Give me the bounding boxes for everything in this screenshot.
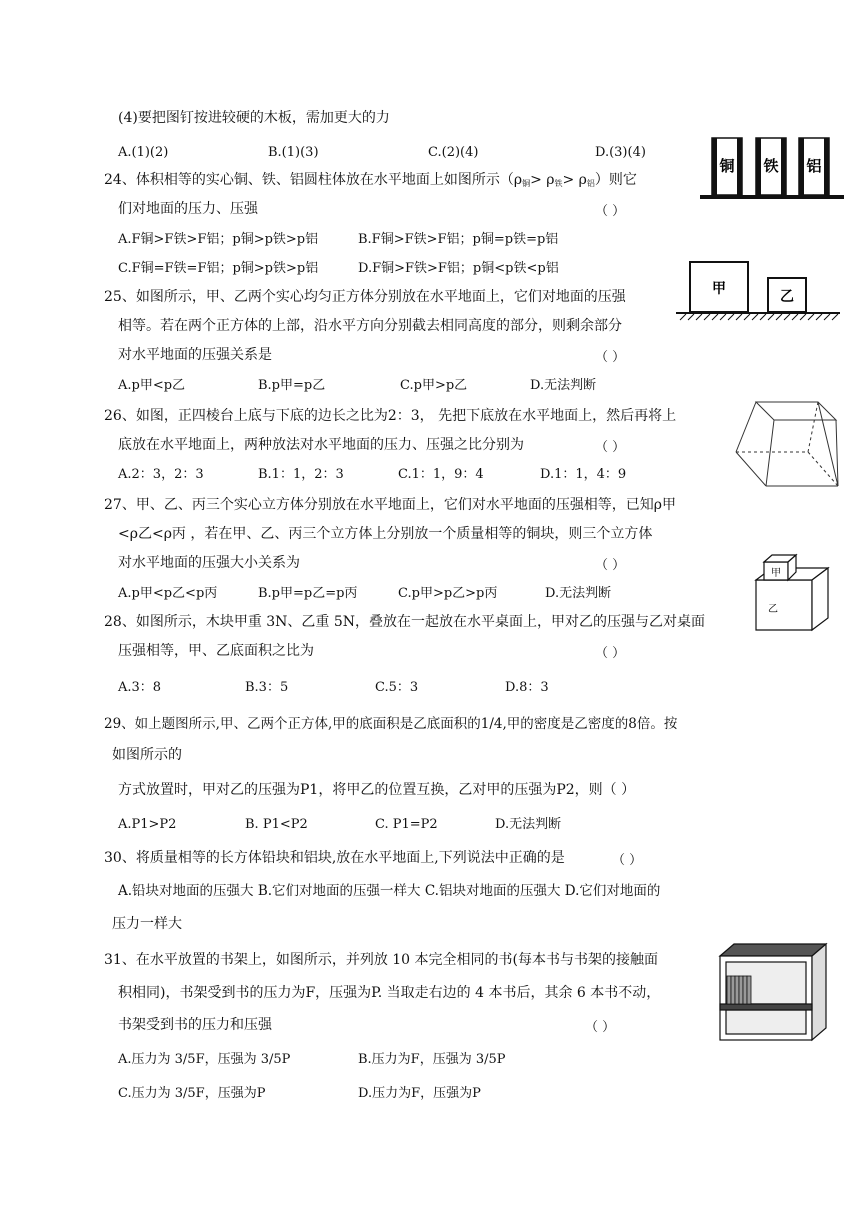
cylinder-copper xyxy=(712,138,742,195)
q28-answer-paren: （ ） xyxy=(595,646,626,661)
q25-option-b: B.p甲=p乙 xyxy=(258,378,326,393)
q27-option-d: D.无法判断 xyxy=(545,586,612,601)
q24-option-a: A.F铜>F铁>F铝；p铜>p铁>p铝 xyxy=(118,232,319,247)
q25-question-line-1: 25、如图所示，甲、乙两个实心均匀正方体分别放在水平地面上，它们对地面的压强 xyxy=(104,289,626,305)
q27-option-b: B.p甲=p乙=p丙 xyxy=(258,586,358,601)
q24-cylinders-figure xyxy=(700,136,844,202)
q28-option-c: C.5：3 xyxy=(375,680,419,695)
q25-cubes-figure xyxy=(676,258,840,324)
q24-option-b: B.F铜>F铁>F铝；p铜=p铁=p铝 xyxy=(358,232,559,247)
q28-question-line-2: 压强相等，甲、乙底面积之比为 xyxy=(118,643,314,659)
q30-options-line: A.铅块对地面的压强大 B.它们对地面的压强一样大 C.铝块对地面的压强大 D.它们对地面的 xyxy=(118,883,661,899)
q24-answer-paren: （ ） xyxy=(595,204,626,219)
q25-option-a: A.p甲<p乙 xyxy=(118,378,186,393)
q26-question-line-1: 26、如图，正四棱台上底与下底的边长之比为2：3， 先把下底放在水平地面上，然后再将上 xyxy=(104,408,677,424)
rho-sub-al: 铝 xyxy=(586,179,595,188)
q29-question-line-3: 方式放置时，甲对乙的压强为P1，将甲乙的位置互换，乙对甲的压强为P2，则（ ） xyxy=(118,782,636,798)
gt-symbol: > xyxy=(562,172,575,188)
ground-line xyxy=(700,195,844,199)
cube-yi-label: 乙 xyxy=(780,289,794,305)
q25-option-c: C.p甲>p乙 xyxy=(400,378,468,393)
q27-question-line-2: <ρ乙<ρ丙 ，若在甲、乙、丙三个立方体上分别放一个质量相等的铜块，则三个立方体 xyxy=(118,526,653,542)
cylinder-aluminum xyxy=(799,138,829,195)
q28-option-b: B.3：5 xyxy=(245,680,289,695)
q31-bookshelf-figure xyxy=(718,942,830,1042)
q29-question-line-1: 29、如上题图所示,甲、乙两个正方体,甲的底面积是乙底面积的1/4,甲的密度是乙密度的8倍。按 xyxy=(104,716,678,732)
q26-option-d: D.1：1，4：9 xyxy=(540,467,627,482)
gt-symbol: > xyxy=(530,172,542,188)
q24-option-c: C.F铜=F铁=F铝；p铜>p铁>p铝 xyxy=(118,261,319,276)
q27-option-a: A.p甲<p乙<p丙 xyxy=(118,586,218,601)
cylinder-label-cu: 铜 xyxy=(719,157,735,175)
q24-question-line-1 xyxy=(104,170,637,190)
q30-question-line-1: 30、将质量相等的长方体铅块和铝块,放在水平地面上,下列说法中正确的是 xyxy=(104,850,565,866)
q31-question-line-3: 书架受到书的压力和压强 xyxy=(118,1017,272,1033)
q28-question-line-1: 28、如图所示，木块甲重 3N、乙重 5N，叠放在一起放在水平桌面上，甲对乙的压强与乙对桌面 xyxy=(104,614,706,630)
q25-answer-paren: （ ） xyxy=(595,350,626,365)
q26-answer-paren: （ ） xyxy=(595,440,626,455)
q23-option-a: A.(1)(2) xyxy=(118,145,169,160)
q24-text-a: 24、体积相等的实心铜、铁、铝圆柱体放在水平地面上如图所示（ xyxy=(104,172,514,188)
cylinder-iron xyxy=(756,138,786,195)
q31-option-b: B.压力为F，压强为 3/5P xyxy=(358,1052,506,1067)
q26-option-c: C.1：1，9：4 xyxy=(398,467,484,482)
q29-option-c: C. P1=P2 xyxy=(375,817,438,832)
q27-option-c: C.p甲>p乙>p丙 xyxy=(398,586,498,601)
q26-question-line-2: 底放在水平地面上，两种放法对水平地面的压力、压强之比分别为 xyxy=(118,437,524,453)
rho-symbol: ρ xyxy=(513,172,523,188)
q26-option-a: A.2：3，2：3 xyxy=(118,467,204,482)
rho-symbol: ρ xyxy=(546,172,555,188)
q23-option-b: B.(1)(3) xyxy=(268,145,319,160)
q26-frustum-figure xyxy=(734,398,844,492)
q23-statement-4: (4)要把图钉按进较硬的木板，需加更大的力 xyxy=(118,110,390,126)
q27-answer-paren: （ ） xyxy=(595,558,626,573)
q24-text-b: ）则它 xyxy=(594,172,637,188)
q31-option-c: C.压力为 3/5F，压强为P xyxy=(118,1086,266,1101)
q29-option-a: A.P1>P2 xyxy=(118,817,177,832)
rho-sub-cu: 铜 xyxy=(522,179,531,188)
q23-option-c: C.(2)(4) xyxy=(428,145,479,160)
q31-answer-paren: （ ） xyxy=(585,1020,616,1035)
q27-stacked-cubes-figure xyxy=(754,552,844,632)
q25-question-line-2: 相等。若在两个正方体的上部，沿水平方向分别截去相同高度的部分，则剩余部分 xyxy=(118,318,622,334)
q28-option-a: A.3：8 xyxy=(118,680,162,695)
q31-option-a: A.压力为 3/5F，压强为 3/5P xyxy=(118,1052,291,1067)
q30-answer-paren: （ ） xyxy=(612,853,643,868)
q27-question-line-3: 对水平地面的压强大小关系为 xyxy=(118,555,300,571)
frustum-edges xyxy=(736,402,838,486)
q27-question-line-1: 27、甲、乙、丙三个实心立方体分别放在水平地面上，它们对水平地面的压强相等，已知ρ甲 xyxy=(104,497,677,513)
ground-hatching xyxy=(680,314,838,320)
cube-jia-label: 甲 xyxy=(771,568,781,579)
q31-option-d: D.压力为F，压强为P xyxy=(358,1086,481,1101)
cylinder-label-al: 铝 xyxy=(806,157,822,175)
q31-question-line-2: 积相同)，书架受到书的压力为F，压强为P. 当取走右边的 4 本书后，其余 6 本书不动， xyxy=(118,985,661,1001)
cylinder-label-fe: 铁 xyxy=(763,157,779,175)
q29-option-d: D.无法判断 xyxy=(495,817,562,832)
q24-question-line-2: 们对地面的压力、压强 xyxy=(118,201,258,217)
q30-options-line-2: 压力一样大 xyxy=(112,916,182,932)
q31-question-line-1: 31、在水平放置的书架上，如图所示，并列放 10 本完全相同的书(每本书与书架的接触面 xyxy=(104,952,658,968)
q25-option-d: D.无法判断 xyxy=(530,378,597,393)
q29-question-line-2: 如图所示的 xyxy=(112,747,182,763)
q28-option-d: D.8：3 xyxy=(505,680,549,695)
rho-sub-fe: 铁 xyxy=(554,179,563,188)
books xyxy=(727,976,751,1004)
q24-option-d: D.F铜>F铁>F铝；p铜<p铁<p铝 xyxy=(358,261,559,276)
q29-option-b: B. P1<P2 xyxy=(245,817,308,832)
rho-symbol: ρ xyxy=(578,172,587,188)
q25-question-line-3: 对水平地面的压强关系是 xyxy=(118,347,272,363)
cube-yi-label: 乙 xyxy=(768,604,778,615)
q26-option-b: B.1：1，2：3 xyxy=(258,467,344,482)
cube-jia-label: 甲 xyxy=(712,281,726,297)
q23-option-d: D.(3)(4) xyxy=(595,145,646,160)
